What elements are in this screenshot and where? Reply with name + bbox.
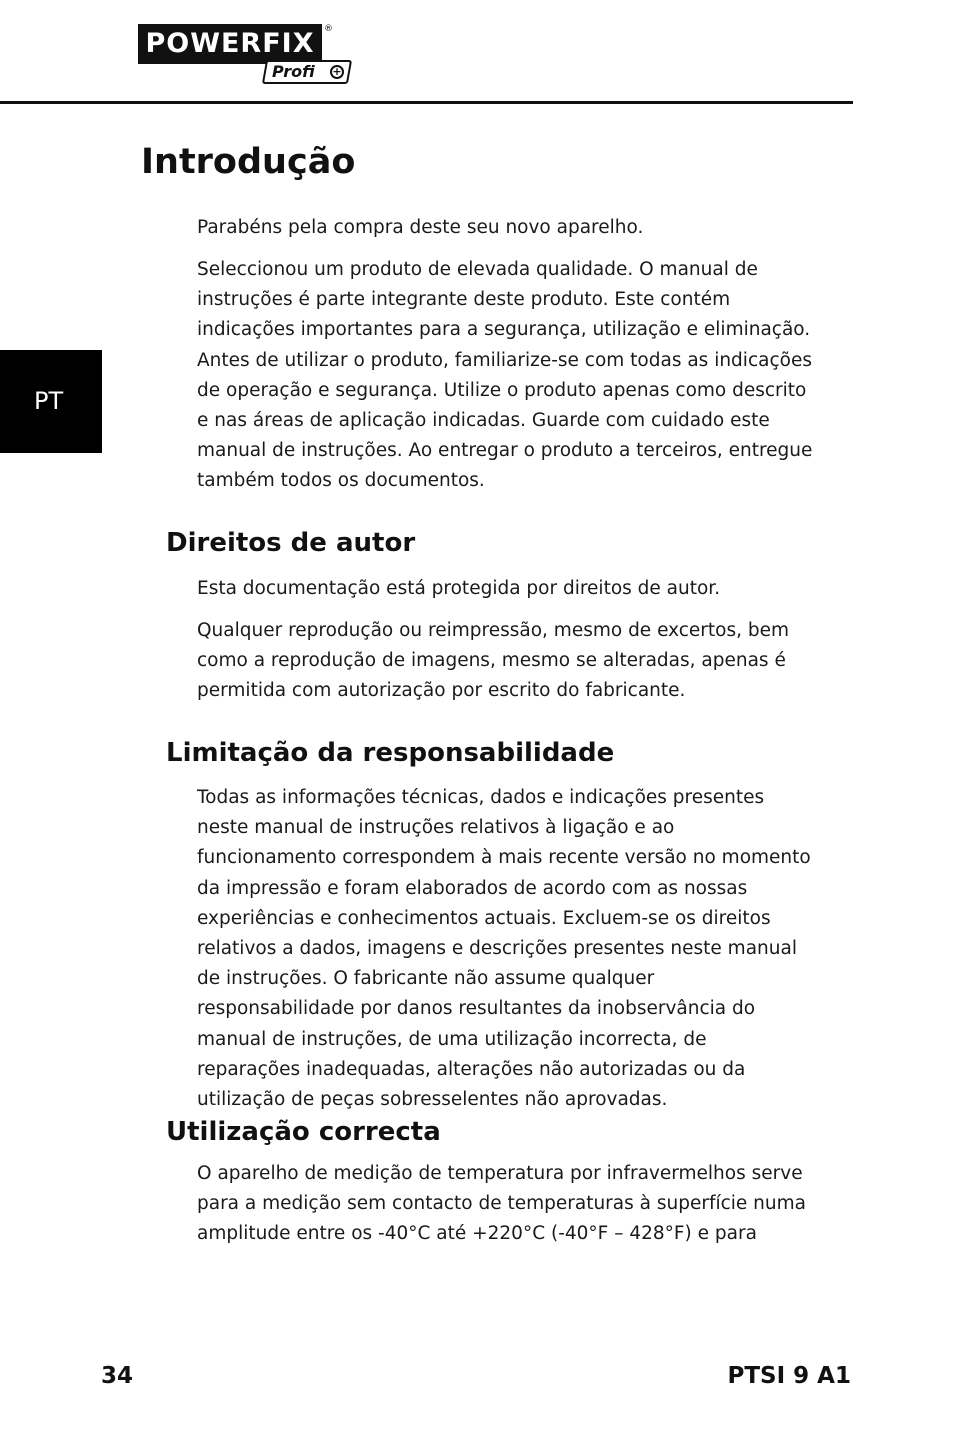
brand-sub-badge (262, 60, 352, 84)
header-rule (0, 101, 853, 104)
registered-mark: ® (324, 24, 333, 34)
intended-use-paragraph: O aparelho de medição de temperatura por infravermelhos serve para a medição sem contacto de temperaturas à superfície numa amplitude entre os -40°C até +220°C (-40°F – 428°F) e para (197, 1163, 806, 1245)
plus-icon: + (330, 65, 344, 79)
brand-sub-label: Profi (272, 62, 315, 81)
page-title: Introdução (141, 142, 356, 182)
model-number: PTSI 9 A1 (727, 1363, 851, 1389)
section-heading-intended-use: Utilização correcta (166, 1117, 441, 1147)
intro-paragraph-2: Seleccionou um produto de elevada qualidade. O manual de instruções é parte integrante deste produto. Este contém indicações importantes para a segurança, utilização e eliminação. Antes de utilizar o produto, familiarize-se com todas as indicações de operação e segurança. Utilize o produto apenas como descrito e nas áreas de aplicação indicadas. Guarde com cuidado este manual de instruções. Ao entregar o produto a terceiros, entregue também todos os documentos. (197, 259, 813, 492)
brand-name: POWERFIX (138, 24, 322, 64)
brand-logo (138, 24, 352, 86)
language-tab: PT (0, 350, 102, 453)
liability-paragraph: Todas as informações técnicas, dados e indicações presentes neste manual de instruções relativos à ligação e ao funcionamento correspondem à mais recente versão no momento da impressão e foram elaborados de acordo com as nossas experiências e conhecimentos actuais. Excluem-se os direitos relativos a dados, imagens e descrições presentes neste manual de instruções. O fabricante não assume qualquer responsabilidade por danos resultantes da inobservância do manual de instruções, de uma utilização incorrecta, de reparações inadequadas, alterações não autorizadas ou da utilização de peças sobresselentes não aprovadas. (197, 787, 811, 1111)
section-heading-liability: Limitação da responsabilidade (166, 738, 615, 768)
section-heading-copyright: Direitos de autor (166, 528, 416, 558)
intro-paragraph-1: Parabéns pela compra deste seu novo aparelho. (197, 217, 644, 238)
copyright-paragraph-2: Qualquer reprodução ou reimpressão, mesmo de excertos, bem como a reprodução de imagens, mesmo se alteradas, apenas é permitida com autorização por escrito do fabricante. (197, 620, 790, 702)
copyright-paragraph-1: Esta documentação está protegida por direitos de autor. (197, 578, 721, 599)
page-number: 34 (101, 1363, 134, 1389)
